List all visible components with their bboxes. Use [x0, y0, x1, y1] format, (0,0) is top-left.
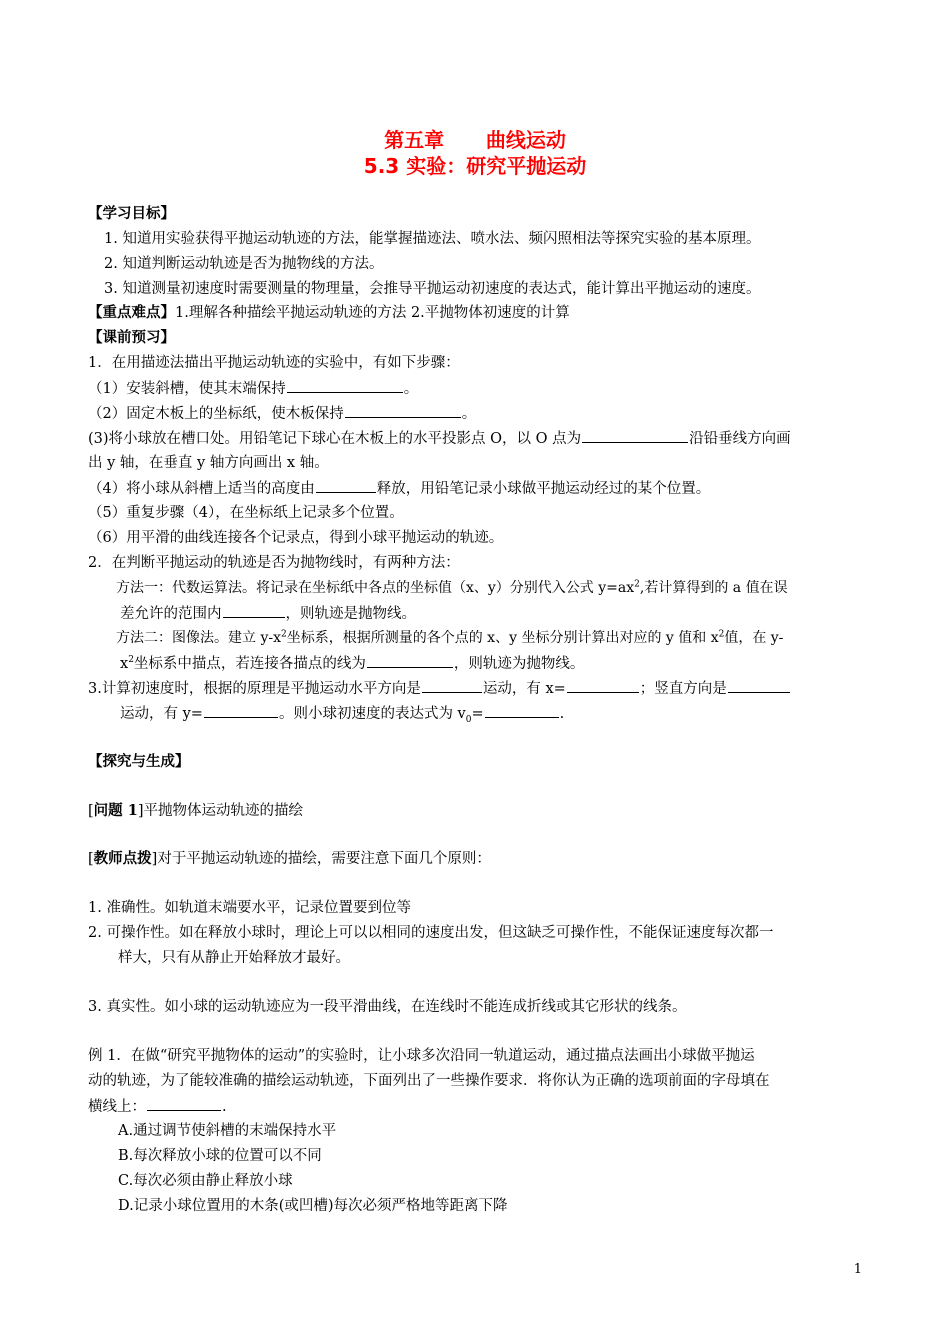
- answer-blank[interactable]: [422, 678, 482, 693]
- example-1-continued: 动的轨迹，为了能较准确的描绘运动轨迹，下面列出了一些操作要求．将你认为正确的选项前面的字母填在: [88, 1073, 770, 1089]
- preview-question-3: [88, 678, 791, 699]
- answer-blank[interactable]: [316, 478, 376, 493]
- method-2: [116, 628, 783, 648]
- answer-blank[interactable]: [567, 678, 639, 693]
- option-d: D.记录小球位置用的木条(或凹槽)每次必须严格地等距离下降: [118, 1198, 508, 1214]
- example-1-text: 横线上：: [88, 1099, 146, 1115]
- key-points-heading: 【重点难点】: [88, 304, 175, 321]
- step-2-text: （2）固定木板上的坐标纸，使木板保持: [88, 406, 344, 422]
- method-2-text-2: 坐标系中描点，若连接各描点的线为: [133, 656, 366, 672]
- method-1: [116, 578, 788, 598]
- preview-heading: 【课前预习】: [88, 329, 175, 346]
- answer-blank[interactable]: [345, 403, 461, 418]
- objectives-heading: 【学习目标】: [88, 205, 175, 222]
- method-1-text-3: ，则轨迹是抛物线。: [285, 606, 416, 622]
- subscript: 0: [465, 714, 472, 725]
- step-4-text: （4）将小球从斜槽上适当的高度由: [88, 481, 315, 497]
- objective-item: 3. 知道测量初速度时需要测量的物理量，会推导平抛运动初速度的表达式，能计算出平抛运动的速度。: [104, 281, 761, 297]
- q3-text: 3.计算初速度时，根据的原理是平抛运动水平方向是: [88, 681, 421, 697]
- exponent: 2: [718, 629, 725, 640]
- q3-end: .: [559, 706, 565, 722]
- q3-equals: =: [471, 706, 484, 722]
- problem-tag: 问题 1: [93, 802, 138, 819]
- answer-blank[interactable]: [367, 653, 453, 668]
- method-2-text-cont: 坐标系，根据所测量的各个点的 x、y 坐标分别计算出对应的 y 值和 x: [286, 630, 719, 646]
- step-4-text-cont: 释放，用铅笔记录小球做平抛运动经过的某个位置。: [376, 481, 711, 497]
- answer-blank[interactable]: [147, 1096, 221, 1111]
- example-1-end: .: [222, 1099, 227, 1115]
- method-2-text-3: ，则轨迹为抛物线。: [453, 656, 585, 672]
- exponent: 2: [634, 579, 640, 590]
- key-points-text: 1.理解各种描绘平抛运动轨迹的方法 2.平抛物体初速度的计算: [175, 305, 570, 321]
- step-3-text-cont: 沿铅垂线方向画: [689, 431, 791, 447]
- method-1-continued: [120, 603, 416, 624]
- key-points-line: [88, 303, 570, 323]
- answer-blank[interactable]: [223, 603, 285, 618]
- preview-question-2: 2．在判断平抛运动的轨迹是否为抛物线时，有两种方法：: [88, 555, 460, 571]
- option-a: A.通过调节使斜槽的末端保持水平: [118, 1123, 337, 1139]
- answer-blank[interactable]: [287, 378, 403, 393]
- step-1-text: （1）安装斜槽，使其末端保持: [88, 381, 286, 397]
- step-4: [88, 478, 710, 499]
- step-1-end: 。: [403, 381, 419, 397]
- principle-3: 3. 真实性。如小球的运动轨迹应为一段平滑曲线，在连线时不能连成折线或其它形状的线条。: [88, 999, 687, 1015]
- step-3-text: (3)将小球放在槽口处。用铅笔记下球心在木板上的水平投影点 O，以 O 点为: [88, 431, 582, 447]
- preview-question-1: 1．在用描迹法描出平抛运动轨迹的实验中，有如下步骤：: [88, 355, 460, 371]
- method-1-text: 方法一：代数运算法。将记录在坐标纸中各点的坐标值（x、y）分别代入公式 y=ax: [116, 580, 635, 596]
- teacher-tip: [教师点拨]对于平抛运动轨迹的描绘，需要注意下面几个原则：: [88, 850, 491, 867]
- section-title: 5.3 实验：研究平抛运动: [363, 154, 587, 178]
- answer-blank[interactable]: [485, 703, 559, 718]
- preview-question-3-continued: [120, 703, 564, 724]
- method-1-text-2: 差允许的范围内: [120, 606, 222, 622]
- step-2: [88, 403, 476, 424]
- chapter-title: 第五章 曲线运动: [384, 128, 566, 152]
- objective-item: 1. 知道用实验获得平抛运动轨迹的方法，能掌握描迹法、喷水法、频闪照相法等探究实验的基本原理。: [104, 231, 761, 247]
- method-2-text: 方法二：图像法。建立 y-x: [116, 630, 281, 646]
- step-3-continued: 出 y 轴，在垂直 y 轴方向画出 x 轴。: [88, 455, 329, 471]
- q3-text-3: ；竖直方向是: [639, 681, 727, 697]
- principle-2: 2. 可操作性。如在释放小球时，理论上可以以相同的速度出发，但这缺乏可操作性，不能保证速度每次都一: [88, 925, 774, 941]
- principle-2-continued: 样大，只有从静止开始释放才最好。: [118, 950, 350, 966]
- step-2-end: 。: [461, 406, 477, 422]
- answer-blank[interactable]: [728, 678, 790, 693]
- method-2-continued: [120, 653, 584, 674]
- q3-text-5: 。则小球初速度的表达式为 v: [278, 706, 466, 722]
- step-5: （5）重复步骤（4），在坐标纸上记录多个位置。: [88, 505, 404, 521]
- method-2-var: x: [120, 656, 129, 672]
- example-1: 例 1．在做“研究平抛物体的运动”的实验时，让小球多次沿同一轨道运动，通过描点法画出小球做平抛运: [88, 1048, 755, 1064]
- answer-blank[interactable]: [204, 703, 278, 718]
- teacher-tag: 教师点拨: [93, 850, 152, 867]
- problem-1: [问题 1]平抛物体运动轨迹的描绘: [88, 802, 303, 819]
- step-3: [88, 428, 791, 449]
- example-1-answer-line: [88, 1096, 227, 1117]
- option-c: C.每次必须由静止释放小球: [118, 1173, 293, 1189]
- objective-item: 2. 知道判断运动轨迹是否为抛物线的方法。: [104, 256, 384, 272]
- teacher-text: 对于平抛运动轨迹的描绘，需要注意下面几个原则：: [157, 851, 491, 867]
- principle-1: 1. 准确性。如轨道末端要水平，记录位置要到位等: [88, 900, 411, 916]
- q3-text-2: 运动，有 x=: [482, 681, 566, 697]
- exponent: 2: [128, 655, 134, 666]
- exponent: 2: [281, 629, 287, 640]
- problem-text: 平抛物体运动轨迹的描绘: [143, 803, 303, 819]
- answer-blank[interactable]: [582, 428, 688, 443]
- option-b: B.每次释放小球的位置可以不同: [118, 1148, 322, 1164]
- method-1-text-cont: ,若计算得到的 a 值在误: [639, 580, 788, 596]
- step-6: （6）用平滑的曲线连接各个记录点，得到小球平抛运动的轨迹。: [88, 530, 504, 546]
- page-number: 1: [853, 1262, 862, 1277]
- q3-text-4: 运动，有 y=: [120, 706, 203, 722]
- explore-heading: 【探究与生成】: [88, 753, 190, 770]
- method-2-text-end: 值，在 y-: [724, 630, 784, 646]
- step-1: [88, 378, 418, 399]
